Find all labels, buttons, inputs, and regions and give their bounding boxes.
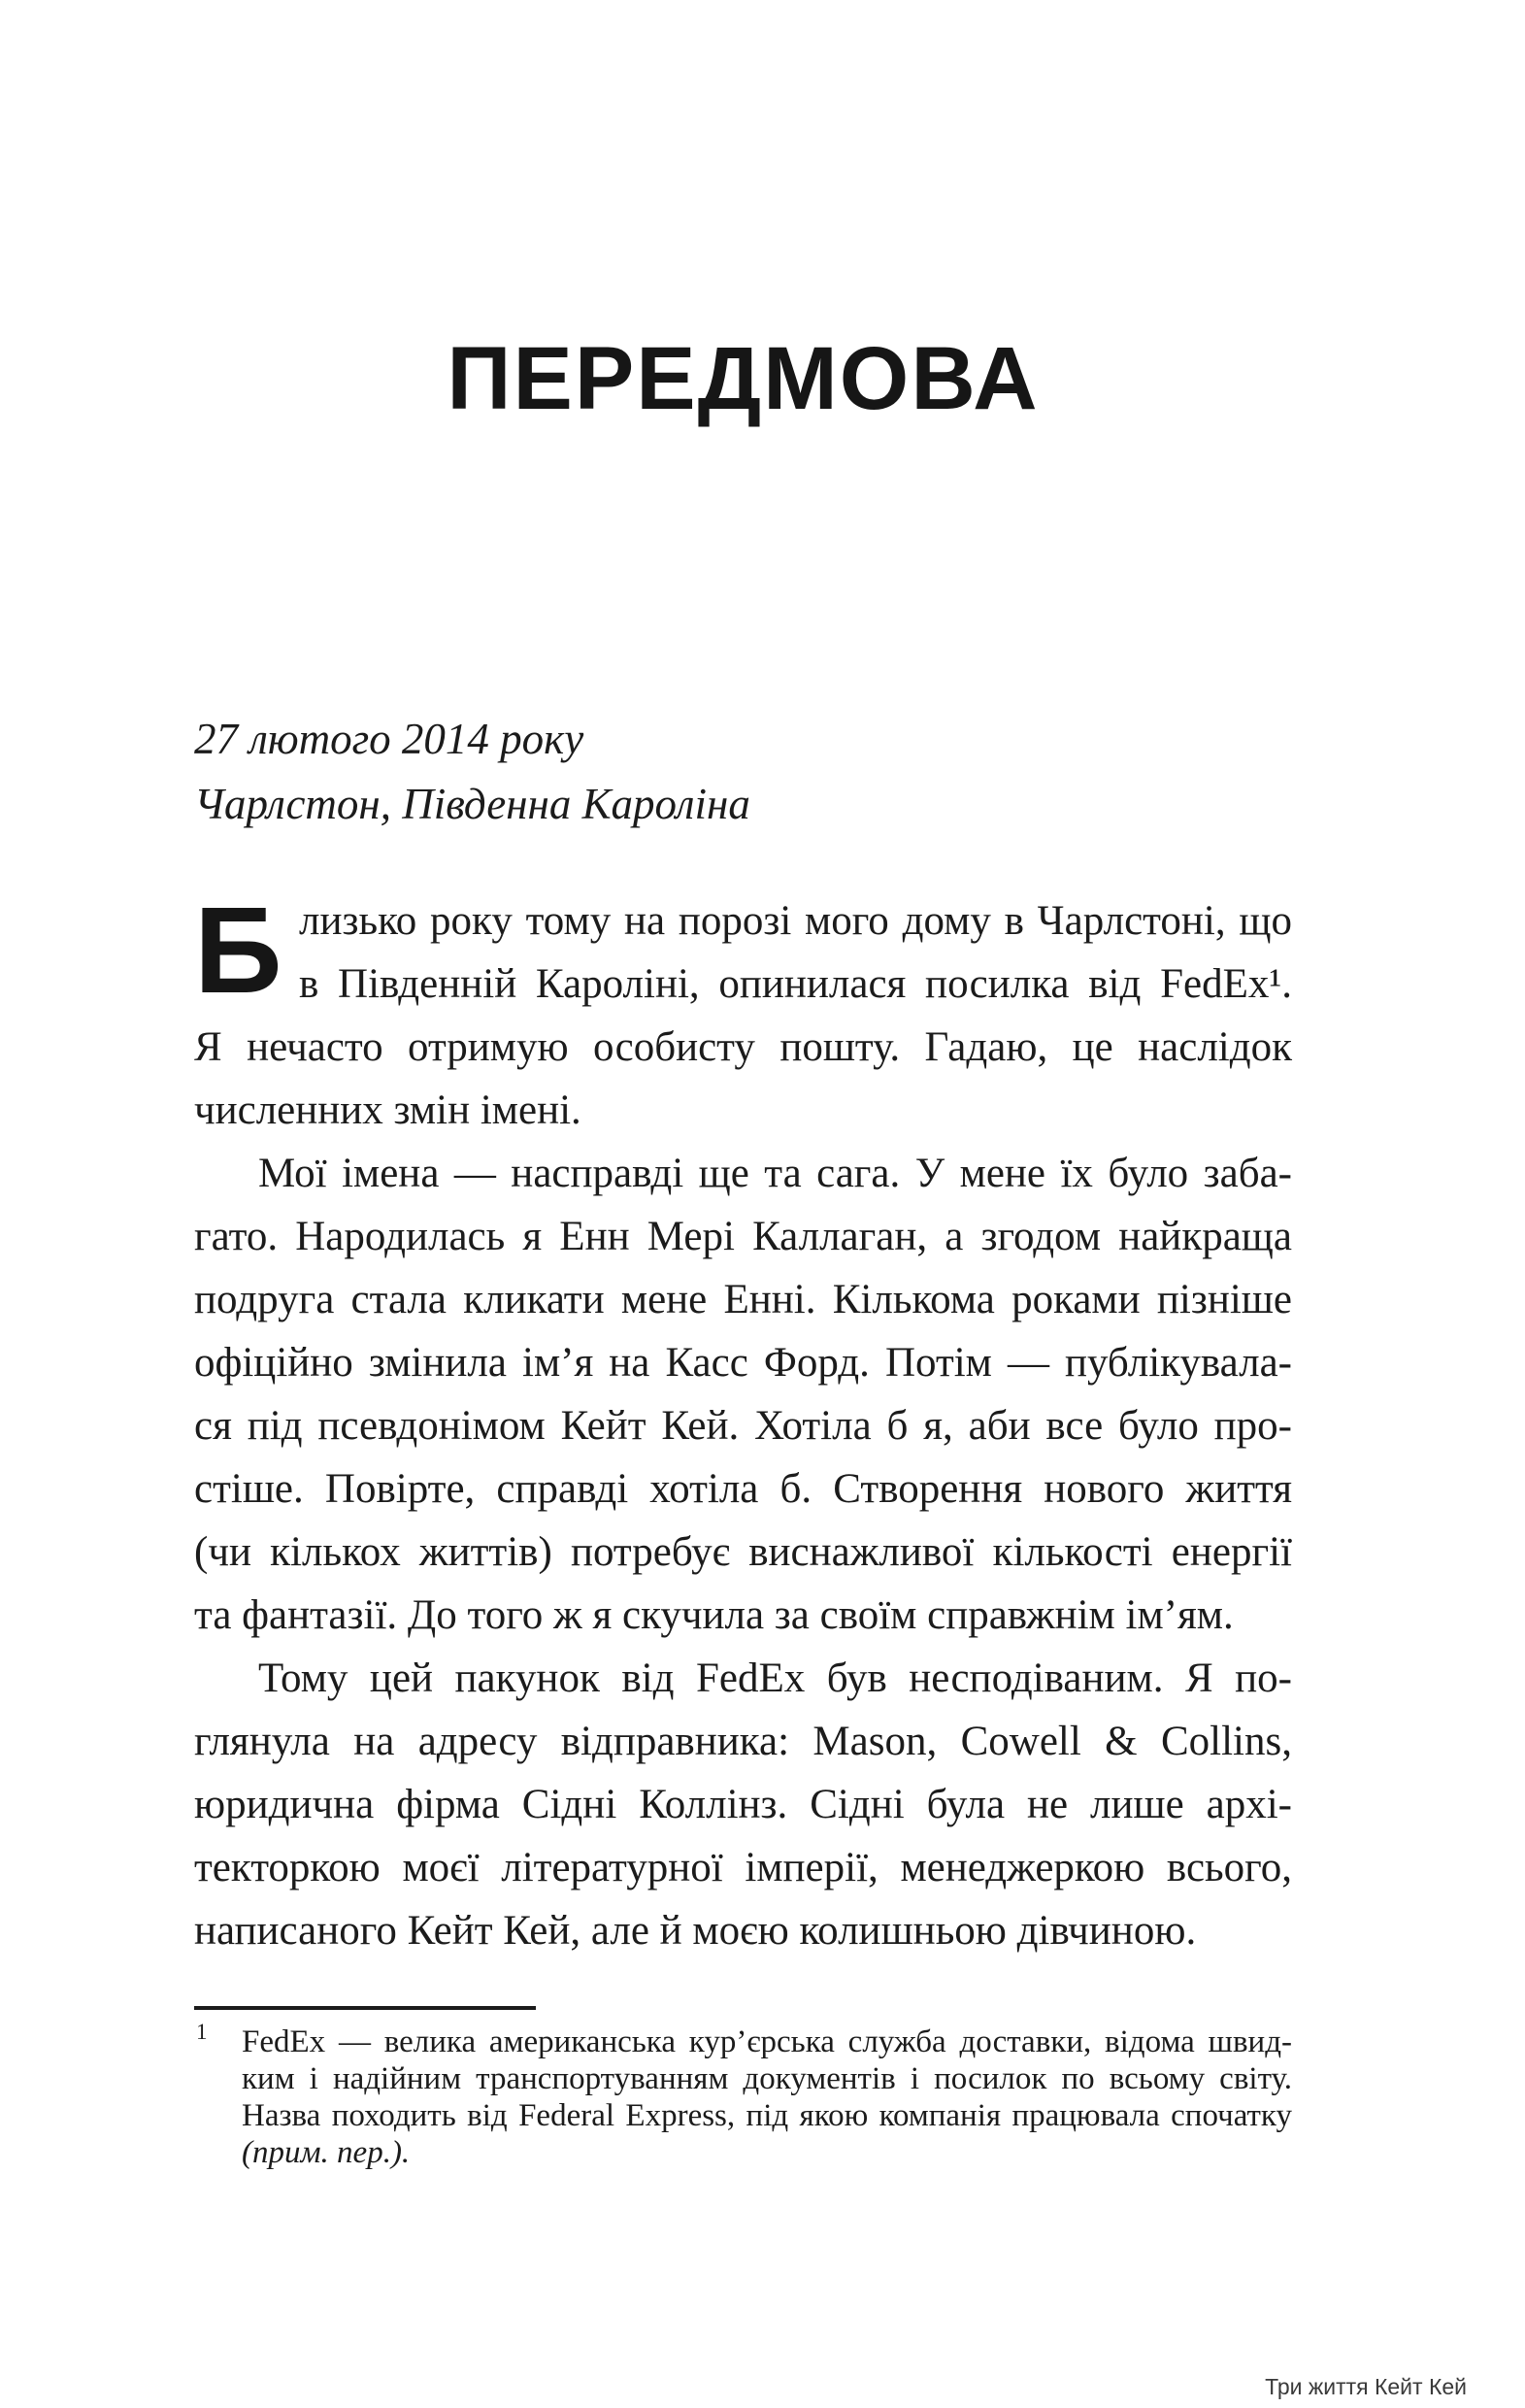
text-line: численних змін імені. bbox=[194, 1087, 581, 1133]
text-line: глянула на адресу відправника: Mason, Cowell & Collins, bbox=[194, 1719, 1292, 1764]
dropcap-letter: Б bbox=[194, 882, 282, 1019]
text-line: та фантазії. До того ж я скучила за своїм справжнім ім’ям. bbox=[194, 1592, 1234, 1638]
page-footer-running-title: Три життя Кейт Кей bbox=[1265, 2374, 1467, 2399]
footnote-separator-rule bbox=[194, 2006, 536, 2010]
text-line: гато. Народилась я Енн Мері Каллаган, а згодом найкраща bbox=[194, 1214, 1292, 1259]
text-line: написаного Кейт Кей, але й моєю колишньою дівчиною. bbox=[194, 1908, 1197, 1954]
text-line: Тому цей пакунок від FedEx був несподіваним. Я по- bbox=[258, 1656, 1292, 1701]
text-line: в Південній Кароліні, опинилася посилка від FedEx¹. bbox=[299, 961, 1292, 1007]
text-line: юридична фірма Сідні Коллінз. Сідні була не лише архі- bbox=[194, 1782, 1292, 1827]
footnote-line: ким і надійним транспортуванням документів і посилок по всьому світу. bbox=[242, 2061, 1292, 2096]
text-line: стіше. Повірте, справді хотіла б. Створення нового життя bbox=[194, 1466, 1292, 1512]
text-line: ся під псевдонімом Кейт Кей. Хотіла б я, аби все було про- bbox=[194, 1403, 1292, 1449]
chapter-title: ПЕРЕДМОВА bbox=[447, 329, 1040, 428]
text-line: Мої імена — насправді ще та сага. У мене їх було заба- bbox=[258, 1151, 1292, 1196]
paragraph bbox=[194, 1647, 1292, 1962]
footnote-marker: 1 bbox=[196, 2020, 208, 2044]
footnote-line: FedEx — велика американська кур’єрська служба доставки, відома швид- bbox=[242, 2024, 1292, 2059]
footnote-line: (прим. пер.). bbox=[242, 2135, 411, 2170]
dateline-place: Чарлстон, Південна Кароліна bbox=[194, 780, 750, 828]
text-line: (чи кількох життів) потребує виснажливої кількості енергії bbox=[194, 1529, 1292, 1575]
text-line: лизько року тому на порозі мого дому в Чарлстоні, що bbox=[299, 898, 1292, 944]
footnote-body bbox=[194, 2020, 1292, 2171]
dateline bbox=[194, 707, 1292, 837]
footnote bbox=[194, 2006, 1292, 2171]
text-line: Я нечасто отримую особисту пошту. Гадаю, це наслідок bbox=[194, 1024, 1292, 1070]
footnote-line: Назва походить від Federal Express, під якою компанія працювала спочатку bbox=[242, 2098, 1292, 2133]
paragraph bbox=[194, 882, 1292, 1142]
dateline-date: 27 лютого 2014 року bbox=[194, 715, 584, 763]
text-line: офіційно змінила ім’я на Касс Форд. Потім — публікувала- bbox=[194, 1340, 1292, 1386]
paragraph bbox=[194, 1142, 1292, 1647]
text-line: текторкою моєї літературної імперії, менеджеркою всього, bbox=[194, 1845, 1292, 1890]
text-line: подруга стала кликати мене Енні. Кількома роками пізніше bbox=[194, 1277, 1292, 1322]
body-text bbox=[194, 882, 1292, 1962]
